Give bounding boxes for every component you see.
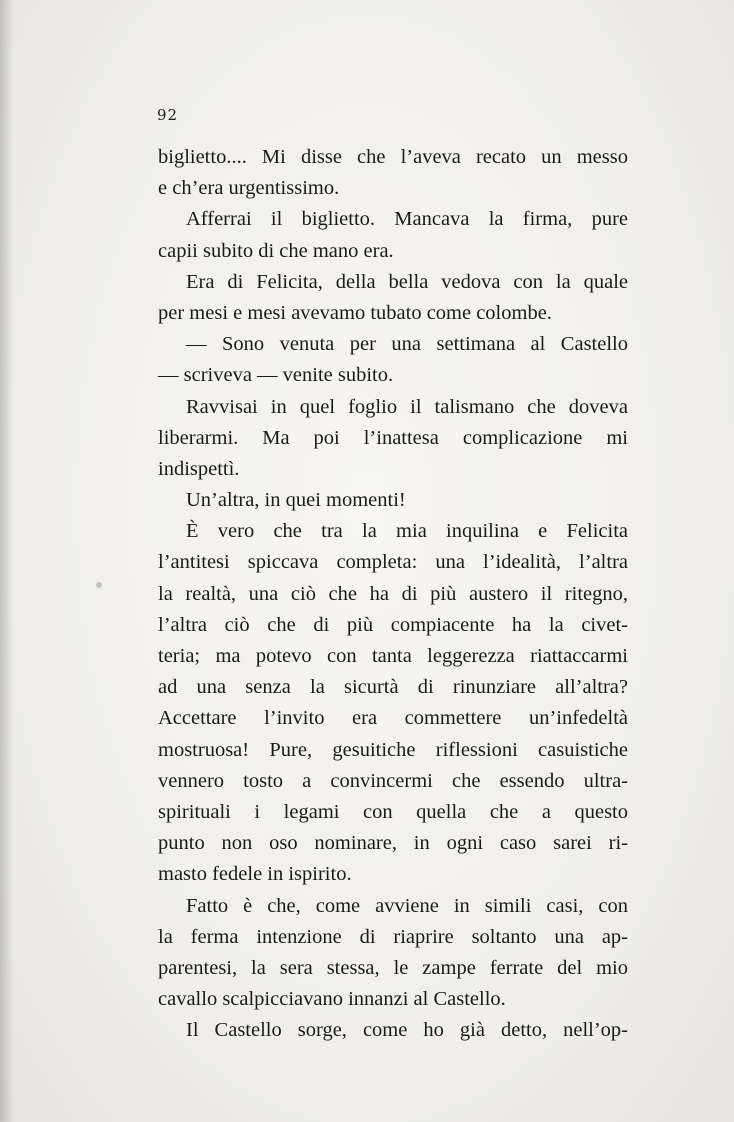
text-line: e ch’era urgentissimo.: [158, 177, 340, 200]
text-line: l’antitesi spiccava completa: una l’idealità, l’altra: [158, 551, 628, 574]
text-line: liberarmi. Ma poi l’inattesa complicazione mi: [158, 426, 628, 449]
text-line: indispettì.: [158, 457, 240, 480]
text-line: mostruosa! Pure, gesuitiche riflessioni casuistiche: [158, 738, 628, 761]
text-line: teria; ma potevo con tanta leggerezza riattaccarmi: [158, 645, 628, 667]
text-line: — scriveva — venite subito.: [158, 364, 394, 387]
text-line: Era di Felicita, della bella vedova con la quale: [186, 270, 628, 293]
text-line: spirituali i legami con quella che a questo: [158, 800, 628, 823]
paper-speck: [96, 582, 102, 588]
text-line: la ferma intenzione di riaprire soltanto una ap-: [158, 925, 628, 948]
text-line: l’altra ciò che di più compiacente ha la civet-: [158, 613, 628, 636]
text-line: masto fedele in ispirito.: [158, 863, 352, 886]
text-line: È vero che tra la mia inquilina e Felicita: [186, 520, 628, 543]
body-text: [158, 142, 628, 1046]
text-line: cavallo scalpicciavano innanzi al Castello.: [158, 988, 506, 1011]
text-line: la realtà, una ciò che ha di più austero il ritegno,: [158, 582, 628, 605]
text-line: punto non oso nominare, in ogni caso sarei ri-: [158, 832, 628, 855]
text-line: Ravvisai in quel foglio il talismano che doveva: [186, 395, 628, 418]
text-line: — Sono venuta per una settimana al Castello: [186, 333, 628, 356]
text-line: per mesi e mesi avevamo tubato come colombe.: [158, 301, 552, 324]
text-line: capii subito di che mano era.: [158, 239, 394, 262]
text-line: Fatto è che, come avviene in simili casi, con: [186, 894, 628, 917]
text-line: biglietto.... Mi disse che l’aveva recato un messo: [158, 146, 628, 168]
text-line: parentesi, la sera stessa, le zampe ferrate del mio: [158, 956, 628, 979]
page-number: 92: [157, 106, 179, 124]
text-line: ad una senza la sicurtà di rinunziare all’altra?: [158, 676, 628, 699]
text-line: vennero tosto a convincermi che essendo ultra-: [158, 769, 628, 792]
page-edge-shadow: [0, 0, 14, 1122]
text-line: Accettare l’invito era commettere un’infedeltà: [158, 707, 628, 730]
text-line: Un’altra, in quei momenti!: [186, 489, 406, 512]
text-line: Afferrai il biglietto. Mancava la firma, pure: [186, 208, 628, 231]
text-line: Il Castello sorge, come ho già detto, nell’op-: [186, 1019, 628, 1042]
